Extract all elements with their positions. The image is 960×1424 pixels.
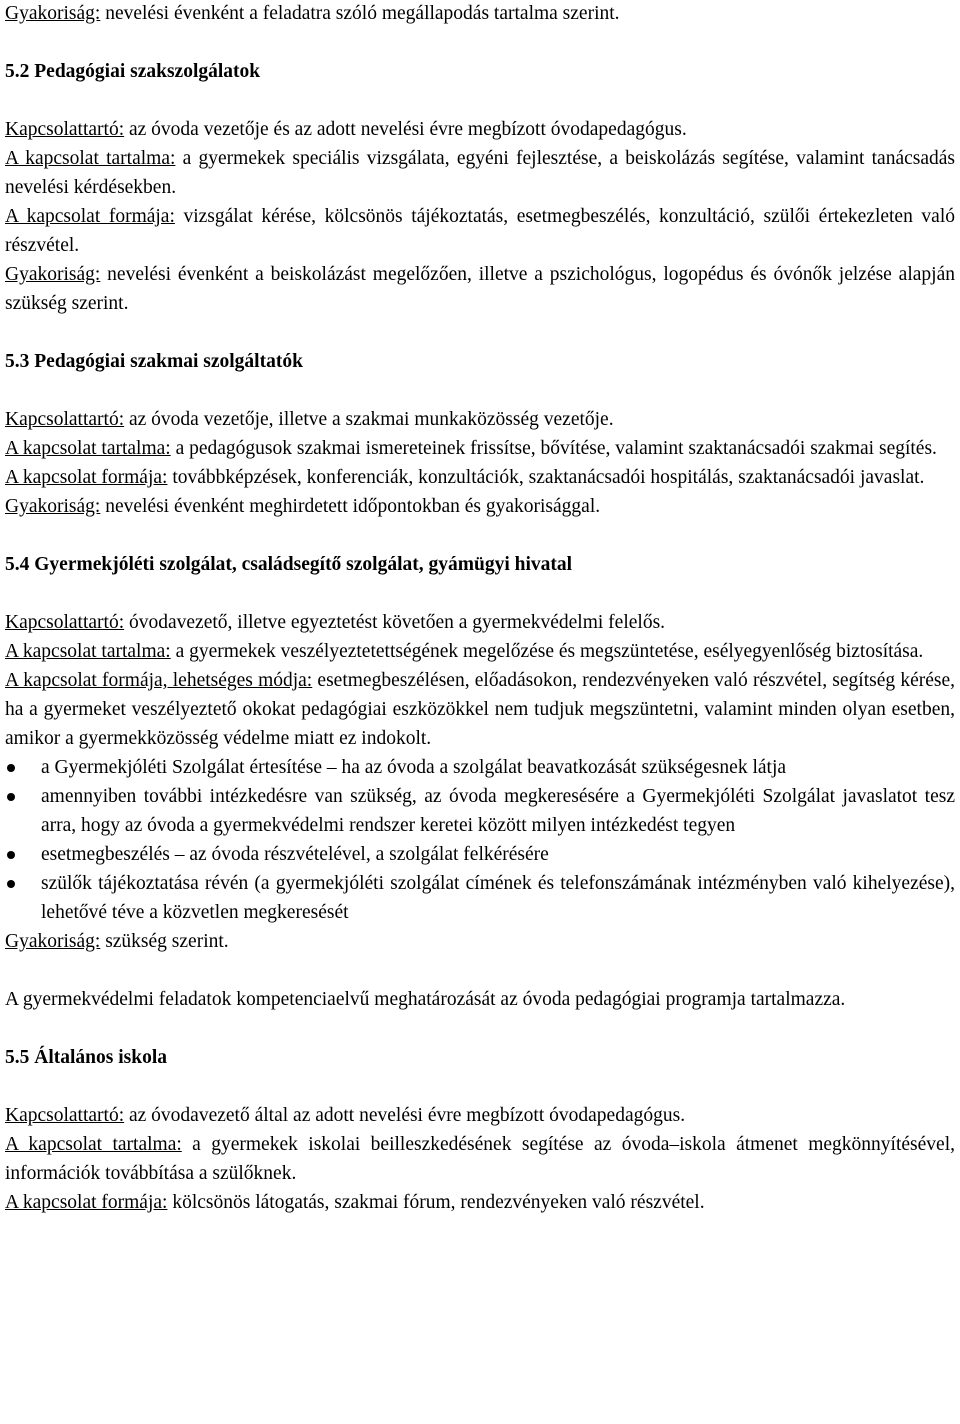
contact-form-label: A kapcsolat formája: xyxy=(5,467,168,488)
contact-content-label: A kapcsolat tartalma: xyxy=(5,1134,182,1155)
section-heading-5-5: 5.5 Általános iskola xyxy=(5,1047,167,1068)
contact-person-label: Kapcsolattartó: xyxy=(5,612,125,633)
contact-form-label: A kapcsolat formája, lehetséges módja: xyxy=(5,670,313,691)
bullet-icon xyxy=(7,880,15,888)
contact-person-paragraph xyxy=(5,405,955,434)
list-item-text: amennyiben további intézkedésre van szükség, az óvoda megkeresésére a Gyermekjóléti Szolgálat javaslatot tesz arra, hogy az óvoda a gyermekvédelmi rendszer keretei között milyen intézkedést tegyen xyxy=(41,786,955,836)
contact-content-paragraph xyxy=(5,637,955,666)
contact-person-paragraph xyxy=(5,1101,955,1130)
contact-form-paragraph xyxy=(5,463,955,492)
closing-paragraph: A gyermekvédelmi feladatok kompetenciaelvű meghatározását az óvoda pedagógiai programja tartalmazza. xyxy=(5,989,846,1010)
contact-form-label: A kapcsolat formája: xyxy=(5,1192,168,1213)
contact-content-paragraph xyxy=(5,434,955,463)
contact-person-text: óvodavezető, illetve egyeztetést követően a gyermekvédelmi felelős. xyxy=(124,612,666,633)
contact-content-text: a gyermekek speciális vizsgálata, egyéni fejlesztése, a beiskolázás segítése, valamint tanácsadás nevelési kérdésekben. xyxy=(5,148,955,198)
contact-content-paragraph xyxy=(5,144,955,202)
frequency-text: nevelési évenként a beiskolázást megelőzően, illetve a pszichológus, logopédus és óvónők jelzése alapján szükség szerint. xyxy=(5,264,955,314)
frequency-paragraph xyxy=(5,260,955,318)
contact-content-label: A kapcsolat tartalma: xyxy=(5,438,171,459)
contact-form-paragraph xyxy=(5,202,955,260)
contact-content-text: a gyermekek iskolai beilleszkedésének segítése az óvoda–iskola átmenet megkönnyítésével, információk továbbítása a szülőknek. xyxy=(5,1134,955,1184)
top-frequency-paragraph xyxy=(5,0,955,28)
contact-form-text: továbbképzések, konferenciák, konzultációk, szaktanácsadói hospitálás, szaktanácsadói javaslat. xyxy=(167,467,925,488)
list-item xyxy=(5,840,955,869)
bullet-icon xyxy=(7,851,15,859)
contact-content-paragraph xyxy=(5,1130,955,1188)
contact-content-text: a pedagógusok szakmai ismereteinek frissítse, bővítése, valamint szaktanácsadói szakmai segítés. xyxy=(170,438,937,459)
list-item xyxy=(5,753,955,782)
frequency-text: szükség szerint. xyxy=(100,931,229,952)
contact-person-label: Kapcsolattartó: xyxy=(5,409,125,430)
contact-person-label: Kapcsolattartó: xyxy=(5,1105,125,1126)
bullet-list xyxy=(5,753,955,927)
contact-person-label: Kapcsolattartó: xyxy=(5,119,125,140)
list-item xyxy=(5,869,955,927)
frequency-label: Gyakoriság: xyxy=(5,931,101,952)
list-item-text: esetmegbeszélés – az óvoda részvételével, a szolgálat felkérésére xyxy=(41,844,549,865)
section-heading-5-3: 5.3 Pedagógiai szakmai szolgáltatók xyxy=(5,351,303,372)
list-item xyxy=(5,782,955,840)
list-item-text: szülők tájékoztatása révén (a gyermekjóléti szolgálat címének és telefonszámának intézményben való kihelyezése), lehetővé téve a közvetlen megkeresését xyxy=(41,873,955,923)
contact-form-text: esetmegbeszélésen, előadásokon, rendezvényeken való részvétel, segítség kérése, ha a gyermeket veszélyeztető okokat pedagógiai eszközökkel nem tudjuk megszüntetni, valamint minden olyan esetben, amikor a gyermekközösség védelme miatt ez indokolt. xyxy=(5,670,955,749)
contact-person-paragraph xyxy=(5,608,955,637)
contact-form-paragraph xyxy=(5,666,955,753)
contact-person-text: az óvodavezető által az adott nevelési évre megbízott óvodapedagógus. xyxy=(124,1105,686,1126)
frequency-paragraph xyxy=(5,927,955,956)
contact-person-paragraph xyxy=(5,115,955,144)
section-heading-5-4: 5.4 Gyermekjóléti szolgálat, családsegítő szolgálat, gyámügyi hivatal xyxy=(5,554,573,575)
frequency-label: Gyakoriság: xyxy=(5,496,101,517)
contact-content-label: A kapcsolat tartalma: xyxy=(5,148,176,169)
contact-form-text: vizsgálat kérése, kölcsönös tájékoztatás, esetmegbeszélés, konzultáció, szülői értekezleten való részvétel. xyxy=(5,206,955,256)
frequency-label: Gyakoriság: xyxy=(5,3,101,24)
contact-form-paragraph xyxy=(5,1188,955,1217)
contact-content-text: a gyermekek veszélyeztetettségének megelőzése és megszüntetése, esélyegyenlőség biztosítása. xyxy=(170,641,924,662)
bullet-icon xyxy=(7,764,15,772)
frequency-label: Gyakoriság: xyxy=(5,264,101,285)
contact-form-label: A kapcsolat formája: xyxy=(5,206,175,227)
list-item-text: a Gyermekjóléti Szolgálat értesítése – ha az óvoda a szolgálat beavatkozását szükségesnek látja xyxy=(41,757,787,778)
frequency-paragraph xyxy=(5,492,955,521)
contact-content-label: A kapcsolat tartalma: xyxy=(5,641,171,662)
frequency-text: nevelési évenként meghirdetett időpontokban és gyakorisággal. xyxy=(100,496,601,517)
contact-person-text: az óvoda vezetője és az adott nevelési évre megbízott óvodapedagógus. xyxy=(124,119,687,140)
contact-person-text: az óvoda vezetője, illetve a szakmai munkaközösség vezetője. xyxy=(124,409,614,430)
section-heading-5-2: 5.2 Pedagógiai szakszolgálatok xyxy=(5,61,261,82)
bullet-icon xyxy=(7,793,15,801)
contact-form-text: kölcsönös látogatás, szakmai fórum, rendezvényeken való részvétel. xyxy=(167,1192,705,1213)
frequency-text: nevelési évenként a feladatra szóló megállapodás tartalma szerint. xyxy=(100,3,620,24)
